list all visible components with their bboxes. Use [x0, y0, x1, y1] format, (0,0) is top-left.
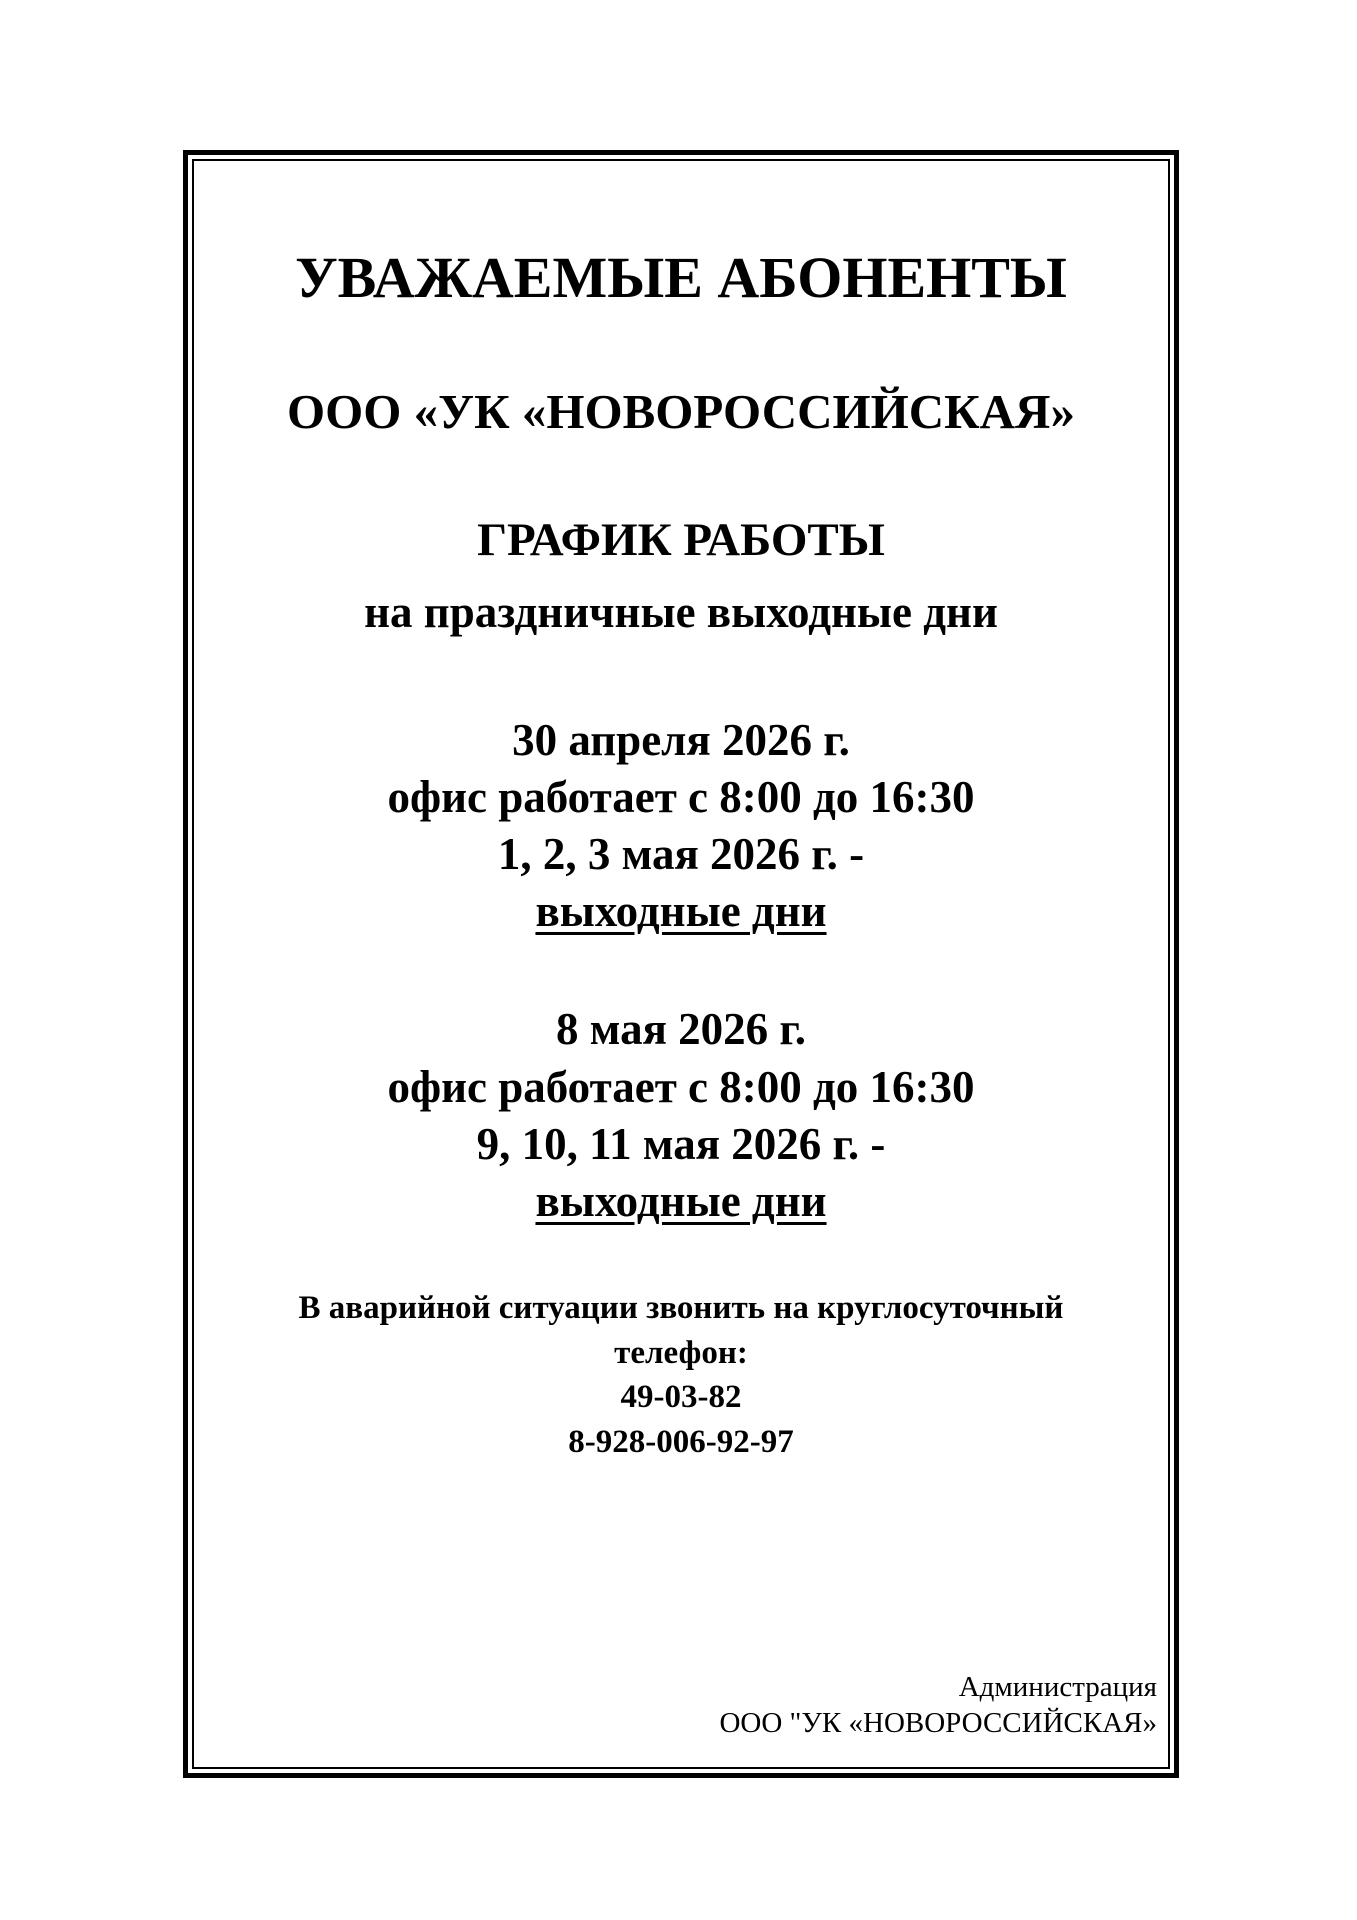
- emergency-phone-1: 49-03-82: [620, 1379, 742, 1415]
- block1-date: 30 апреля 2026 г.: [512, 715, 850, 765]
- block1-status-text: выходные дни: [535, 886, 827, 936]
- block2-days: 9, 10, 11 мая 2026 г. -: [476, 1119, 886, 1169]
- block1-hours: офис работает с 8:00 до 16:30: [387, 772, 975, 822]
- signature-line-2: ООО "УК «НОВОРОССИЙСКАЯ»: [719, 1707, 1157, 1739]
- schedule-subtitle: на праздничные выходные дни: [364, 587, 998, 637]
- signature-line-1: Администрация: [958, 1671, 1157, 1703]
- block2-status: [192, 1175, 1170, 1227]
- emergency-line-1: В аварийной ситуации звонить на круглосуточный: [298, 1290, 1064, 1326]
- block1-days: 1, 2, 3 мая 2026 г. -: [497, 829, 865, 879]
- block1-status: [192, 885, 1170, 937]
- company-name: ООО «УК «НОВОРОССИЙСКАЯ»: [287, 384, 1075, 439]
- emergency-phone-2: 8-928-006-92-97: [568, 1424, 794, 1460]
- block2-date: 8 мая 2026 г.: [555, 1004, 807, 1054]
- block2-hours: офис работает с 8:00 до 16:30: [387, 1062, 975, 1112]
- block2-status-text: выходные дни: [535, 1176, 827, 1226]
- greeting-heading: УВАЖАЕМЫЕ АБОНЕНТЫ: [295, 245, 1067, 310]
- schedule-title: ГРАФИК РАБОТЫ: [477, 514, 885, 566]
- emergency-line-2: телефон:: [614, 1335, 748, 1371]
